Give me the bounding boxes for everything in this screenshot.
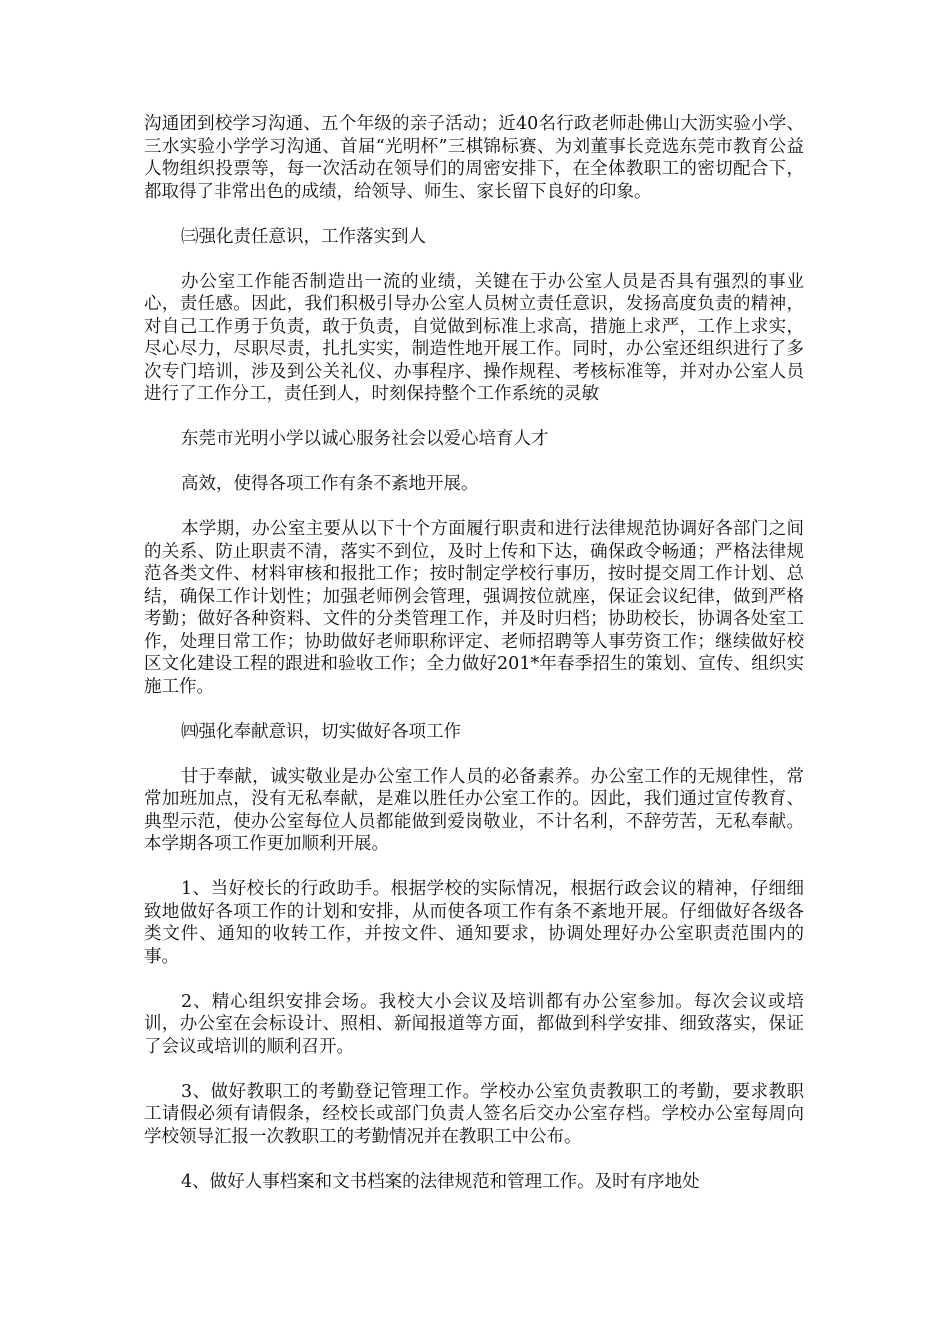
- school-motto: 东莞市光明小学以诚心服务社会以爱心培育人才: [181, 429, 549, 449]
- paragraph-dedication: 甘于奉献，诚实敬业是办公室工作人员的必备素养。办公室工作的无规律性，常常加班加点，没有无私奉献，是难以胜任办公室工作的。因此，我们通过宣传教育、典型示范，使办公室每位人员都能做到爱岗敬业，不计名利，不辞劳苦，无私奉献。本学期各项工作更加顺利开展。: [144, 766, 804, 854]
- paragraph-activities-continued: 沟通团到校学习沟通、五个年级的亲子活动；近40名行政老师赴佛山大沥实验小学、三水实验小学学习沟通、首届“光明杯”三棋锦标赛、为刘董事长竞选东莞市教育公益人物组织投票等，每一次活动在领导们的周密安排下，在全体教职工的密切配合下，都取得了非常出色的成绩，给领导、师生、家长留下良好的印象。: [144, 114, 804, 202]
- list-item-1: 1、当好校长的行政助手。根据学校的实际情况，根据行政会议的精神，仔细细致地做好各项工作的计划和安排，从而使各项工作有条不紊地开展。仔细做好各级各类文件、通知的收转工作，并按文件、通知要求，协调处理好办公室职责范围内的事。: [144, 879, 804, 967]
- section-heading-dedication: ㈣强化奉献意识，切实做好各项工作: [181, 721, 461, 742]
- list-item-2: 2、精心组织安排会场。我校大小会议及培训都有办公室参加。每次会议或培训，办公室在会标设计、照相、新闻报道等方面，都做到科学安排、细致落实，保证了会议或培训的顺利召开。: [144, 991, 804, 1057]
- list-item-4: 4、做好人事档案和文书档案的法律规范和管理工作。及时有序地处: [181, 1171, 700, 1192]
- paragraph-responsibility: 办公室工作能否制造出一流的业绩，关键在于办公室人员是否具有强烈的事业心，责任感。因此，我们积极引导办公室人员树立责任意识，发扬高度负责的精神，对自己工作勇于负责，敢于负责，自觉做到标准上求高，措施上求严，工作上求实，尽心尽力，尽职尽责，扎扎实实，制造性地开展工作。同时，办公室还组织进行了多次专门培训，涉及到公关礼仪、办事程序、操作规程、考核标准等，并对办公室人员进行了工作分工，责任到人，时刻保持整个工作系统的灵敏: [144, 271, 804, 404]
- paragraph-efficiency: 高效，使得各项工作有条不紊地开展。: [181, 474, 479, 494]
- section-heading-responsibility: ㈢强化责任意识，工作落实到人: [181, 226, 426, 247]
- document-body: [144, 113, 804, 1216]
- paragraph-duties: 本学期，办公室主要从以下十个方面履行职责和进行法律规范协调好各部门之间的关系、防止职责不清，落实不到位，及时上传和下达，确保政令畅通；严格法律规范各类文件、材料审核和报批工作；按时制定学校行事历，按时提交周工作计划、总结，确保工作计划性；加强老师例会管理，强调按位就座，保证会议纪律，做到严格考勤；做好各种资料、文件的分类管理工作，并及时归档；协助校长，协调各处室工作，处理日常工作；协助做好老师职称评定、老师招聘等人事劳资工作；继续做好校区文化建设工程的跟进和验收工作；全力做好201*年春季招生的策划、宣传、组织实施工作。: [144, 519, 804, 697]
- list-item-3: 3、做好教职工的考勤登记管理工作。学校办公室负责教职工的考勤，要求教职工请假必须有请假条，经校长或部门负责人签名后交办公室存档。学校办公室每周向学校领导汇报一次教职工的考勤情况并在教职工中公布。: [144, 1081, 804, 1147]
